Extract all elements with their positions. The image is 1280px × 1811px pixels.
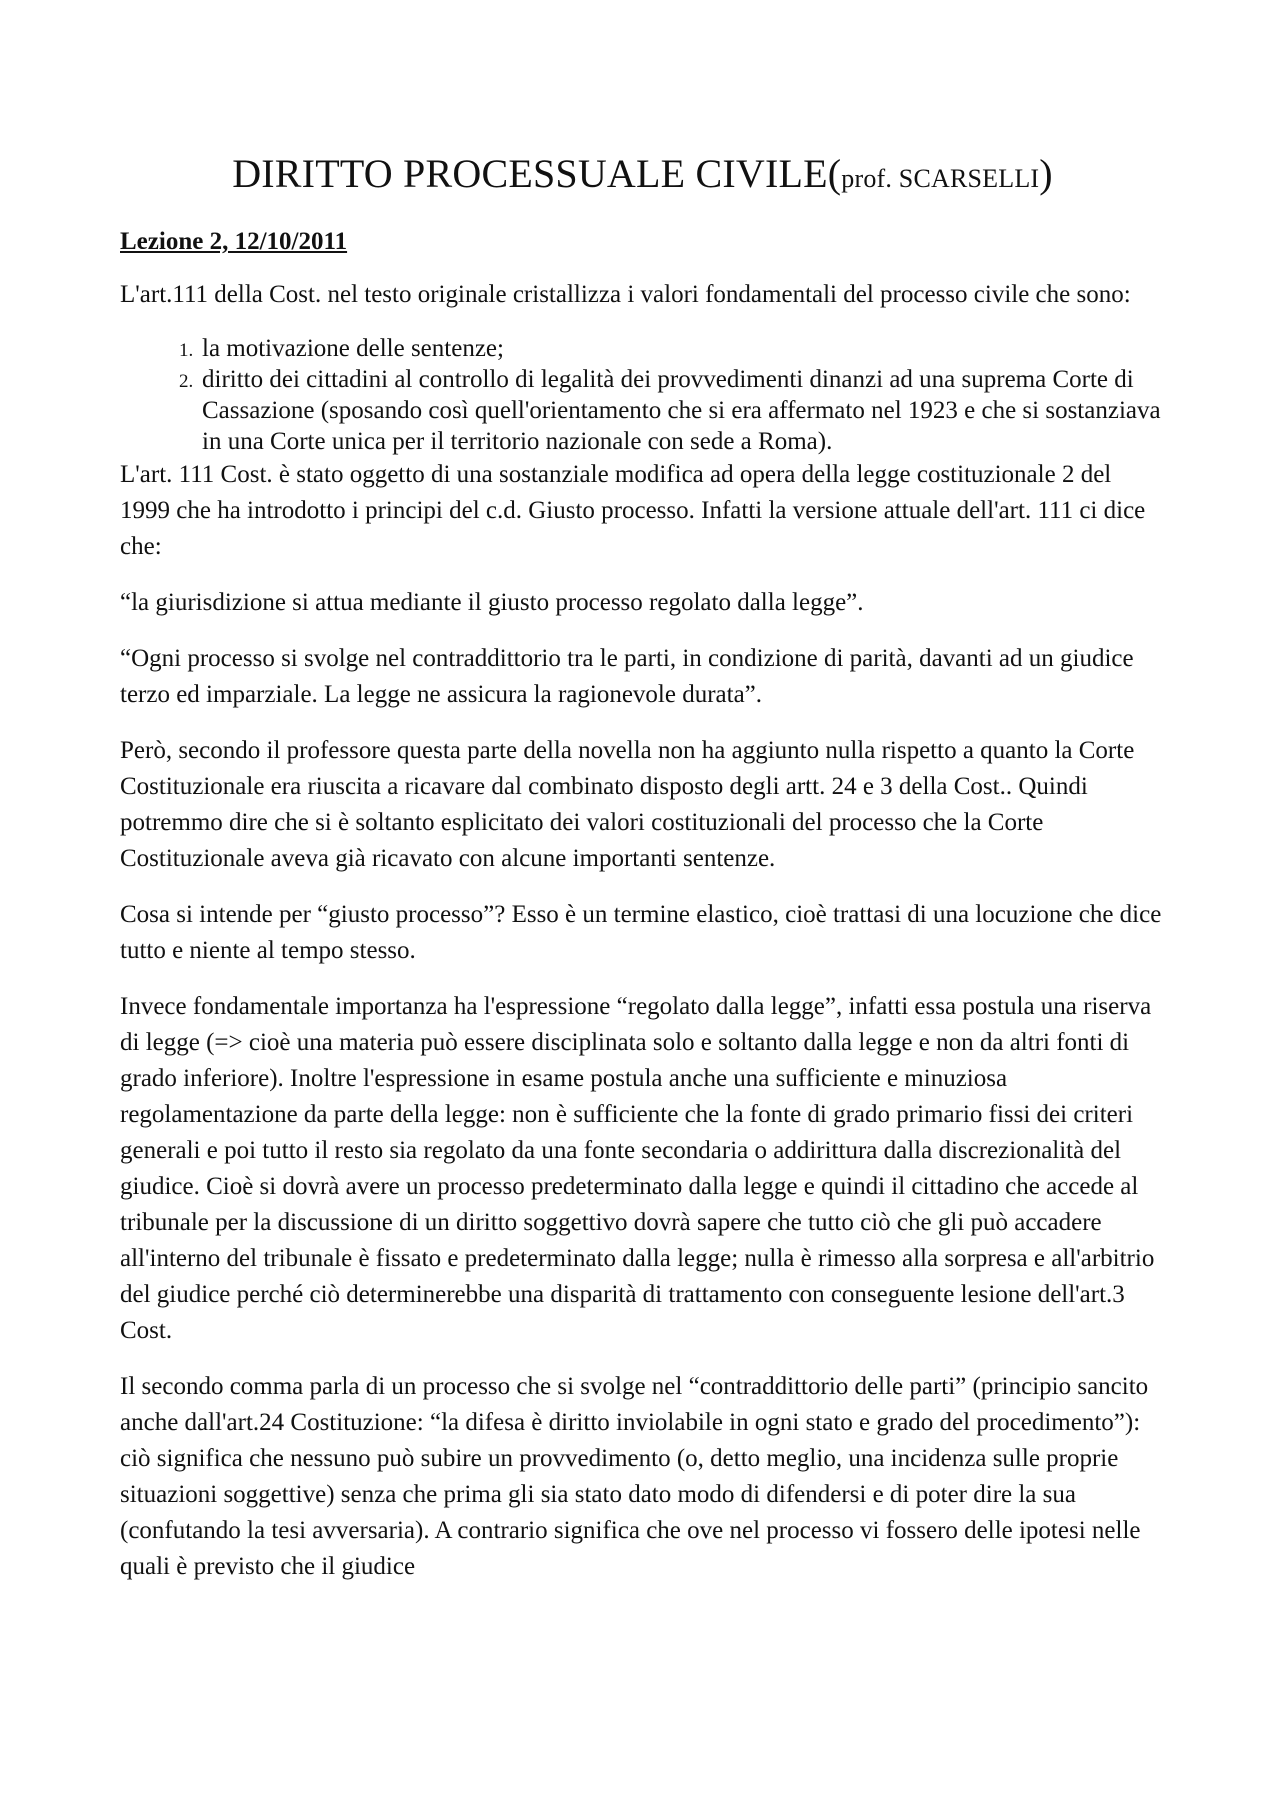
paragraph: Cosa si intende per “giusto processo”? Esso è un termine elastico, cioè trattasi di una locuzione che dice tutto e niente al tempo stesso. bbox=[120, 901, 1162, 964]
paragraph: Il secondo comma parla di un processo che si svolge nel “contraddittorio delle parti” (principio sancito anche dall'art.24 Costituzione: “la difesa è diritto inviolabile in ogni stato e grado del procedimento”): ciò significa che nessuno può subire un provvedimento (o, detto meglio, una incidenza sulle proprie situazioni soggettive) senza che prima gli sia stato dato modo di difendersi e di poter dire la sua (confutando la tesi avversaria). A contrario significa che ove nel processo vi fossero delle ipotesi nelle quali è previsto che il giudice bbox=[120, 1373, 1149, 1580]
title-close: ) bbox=[1039, 151, 1053, 196]
title-professor: prof. SCARSELLI bbox=[841, 164, 1040, 193]
document-page bbox=[120, 150, 1165, 1605]
paragraph: Però, secondo il professore questa parte della novella non ha aggiunto nulla rispetto a quanto la Corte Costituzionale era riuscita a ricavare dal combinato disposto degli artt. 24 e 3 della Cost.. Quindi potremmo dire che si è soltanto esplicitato dei valori costituzionali del processo che la Corte Costituzionale aveva già ricavato con alcune importanti sentenze. bbox=[120, 737, 1135, 872]
list-item: 2. diritto dei cittadini al controllo di legalità dei provvedimenti dinanzi ad una suprema Corte di Cassazione (sposando così quell'orientamento che si era affermato nel 1923 e che si sostanziava in una Corte unica per il territorio nazionale con sede a Roma). bbox=[198, 364, 1165, 457]
lesson-heading: Lezione 2, 12/10/2011 bbox=[120, 228, 348, 255]
intro-paragraph: L'art.111 della Cost. nel testo originale cristallizza i valori fondamentali del processo civile che sono: bbox=[120, 281, 1131, 308]
list-item: 1. la motivazione delle sentenze; bbox=[198, 333, 1165, 364]
title-main: DIRITTO PROCESSUALE CIVILE( bbox=[232, 151, 842, 196]
values-list bbox=[120, 333, 1165, 457]
paragraph: L'art. 111 Cost. è stato oggetto di una sostanziale modifica ad opera della legge costituzionale 2 del 1999 che ha introdotto i principi del c.d. Giusto processo. Infatti la versione attuale dell'art. 111 ci dice che: bbox=[120, 461, 1146, 560]
paragraph: Invece fondamentale importanza ha l'espressione “regolato dalla legge”, infatti essa postula una riserva di legge (=> cioè una materia può essere disciplinata solo e soltanto dalla legge e non da altri fonti di grado inferiore). Inoltre l'espressione in esame postula anche una sufficiente e minuziosa regolamentazione da parte della legge: non è sufficiente che la fonte di grado primario fissi dei criteri generali e poi tutto il resto sia regolato da una fonte secondaria o addirittura dalla discrezionalità del giudice. Cioè si dovrà avere un processo predeterminato dalla legge e quindi il cittadino che accede al tribunale per la discussione di un diritto soggettivo dovrà sapere che tutto ciò che gli può accadere all'interno del tribunale è fissato e predeterminato dalla legge; nulla è rimesso alla sorpresa e all'arbitrio del giudice perché ciò determinerebbe una disparità di trattamento con conseguente lesione dell'art.3 Cost. bbox=[120, 993, 1155, 1344]
paragraph: “la giurisdizione si attua mediante il giusto processo regolato dalla legge”. bbox=[120, 589, 864, 616]
document-title bbox=[120, 150, 1165, 203]
paragraph: “Ogni processo si svolge nel contraddittorio tra le parti, in condizione di parità, davanti ad un giudice terzo ed imparziale. La legge ne assicura la ragionevole durata”. bbox=[120, 645, 1134, 708]
